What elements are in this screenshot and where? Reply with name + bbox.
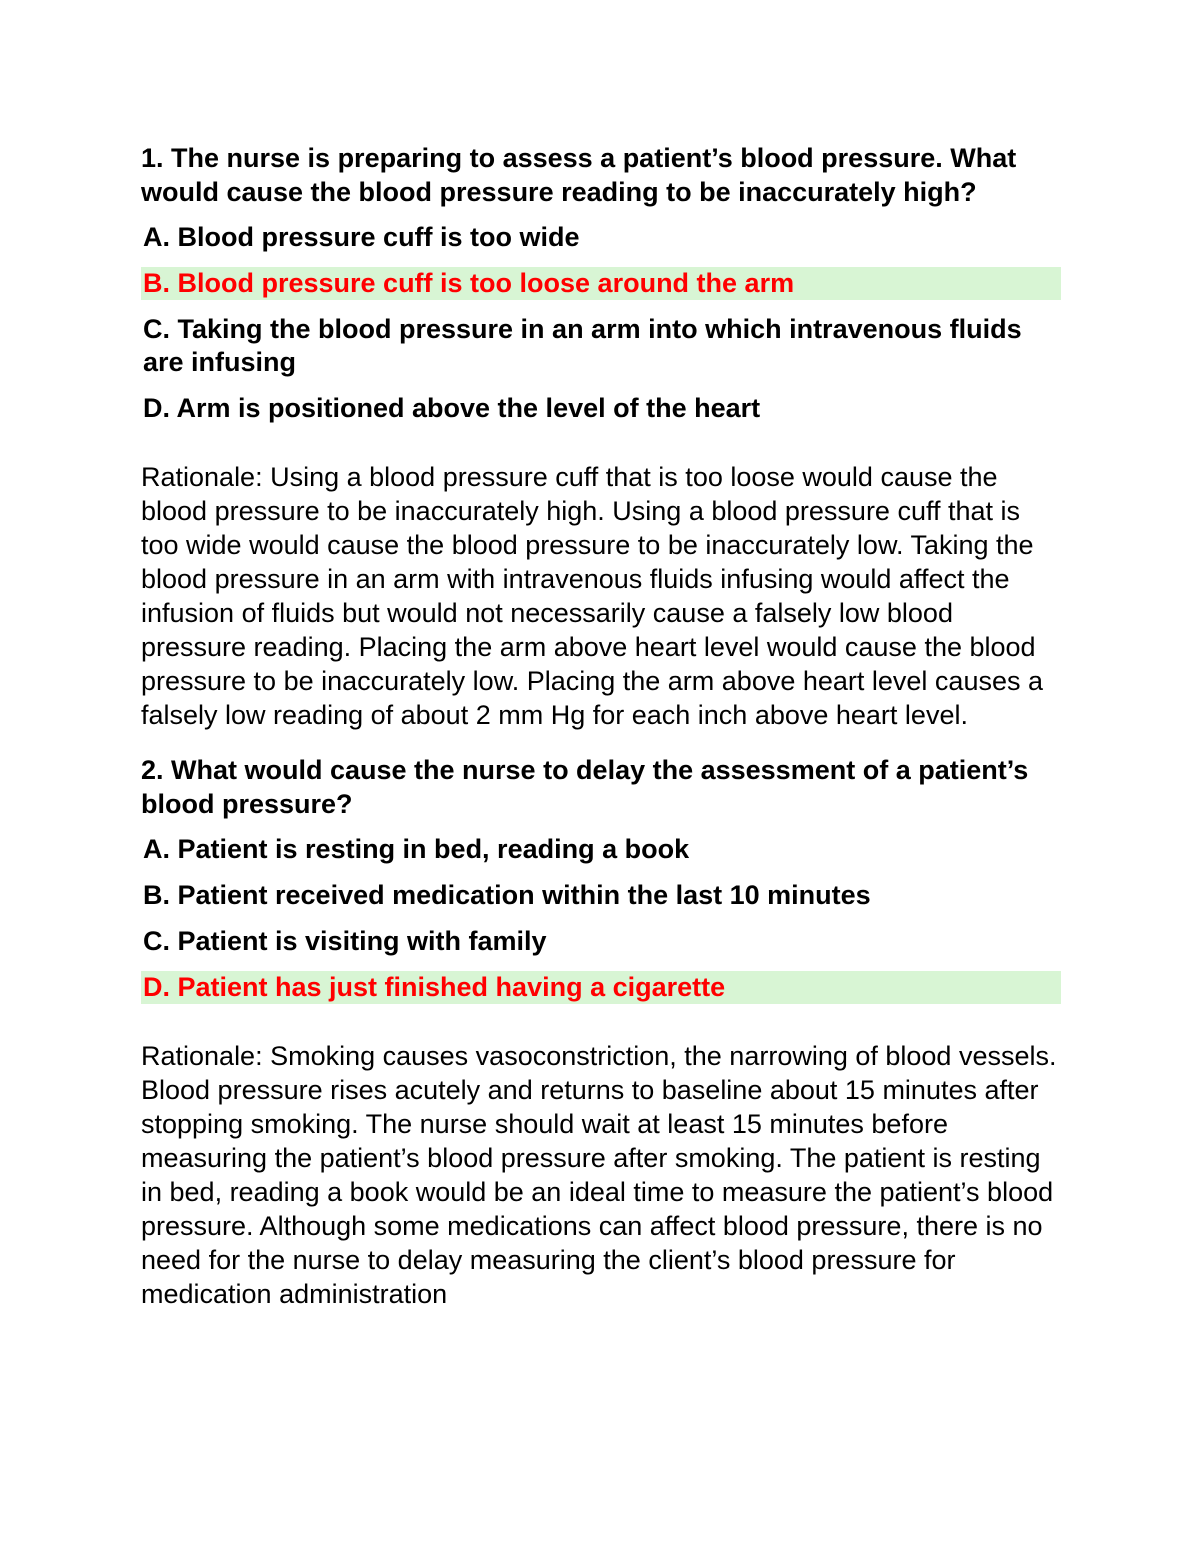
question-2-rationale: Rationale: Smoking causes vasoconstriction, the narrowing of blood vessels. Blood pressure rises acutely and returns to baseline about 15 minutes after stopping smoking. The nurse should wait at least 15 minutes before measuring the patient’s blood pressure after smoking. The patient is resting in bed, reading a book would be an ideal time to measure the patient’s blood pressure. Although some medications can affect blood pressure, there is no need for the nurse to delay measuring the client’s blood pressure for medication administration — [141, 1041, 1057, 1309]
question-1-option-d: D. Arm is positioned above the level of the heart — [143, 393, 761, 423]
question-2-option-a: A. Patient is resting in bed, reading a book — [143, 834, 690, 864]
question-1-option-b-correct: B. Blood pressure cuff is too loose around the arm — [141, 267, 1061, 300]
question-1-rationale: Rationale: Using a blood pressure cuff that is too loose would cause the blood pressure to be inaccurately high. Using a blood pressure cuff that is too wide would cause the blood pressure to be inaccurately low. Taking the blood pressure in an arm with intravenous fluids infusing would affect the infusion of fluids but would not necessarily cause a falsely low blood pressure reading. Placing the arm above heart level would cause the blood pressure to be inaccurately low. Placing the arm above heart level causes a falsely low reading of about 2 mm Hg for each inch above heart level. — [141, 462, 1043, 730]
question-2-option-c: C. Patient is visiting with family — [143, 926, 547, 956]
question-2-option-b: B. Patient received medication within the last 10 minutes — [143, 880, 871, 910]
question-1-text: 1. The nurse is preparing to assess a patient’s blood pressure. What would cause the blood pressure reading to be inaccurately high? — [141, 143, 1017, 207]
document-page — [141, 141, 1061, 1332]
question-2-text: 2. What would cause the nurse to delay the assessment of a patient’s blood pressure? — [141, 755, 1029, 819]
question-1-option-c: C. Taking the blood pressure in an arm into which intravenous fluids are infusing — [143, 314, 1022, 377]
question-2-option-d-correct: D. Patient has just finished having a cigarette — [141, 971, 1061, 1004]
question-1-option-a: A. Blood pressure cuff is too wide — [143, 222, 580, 252]
